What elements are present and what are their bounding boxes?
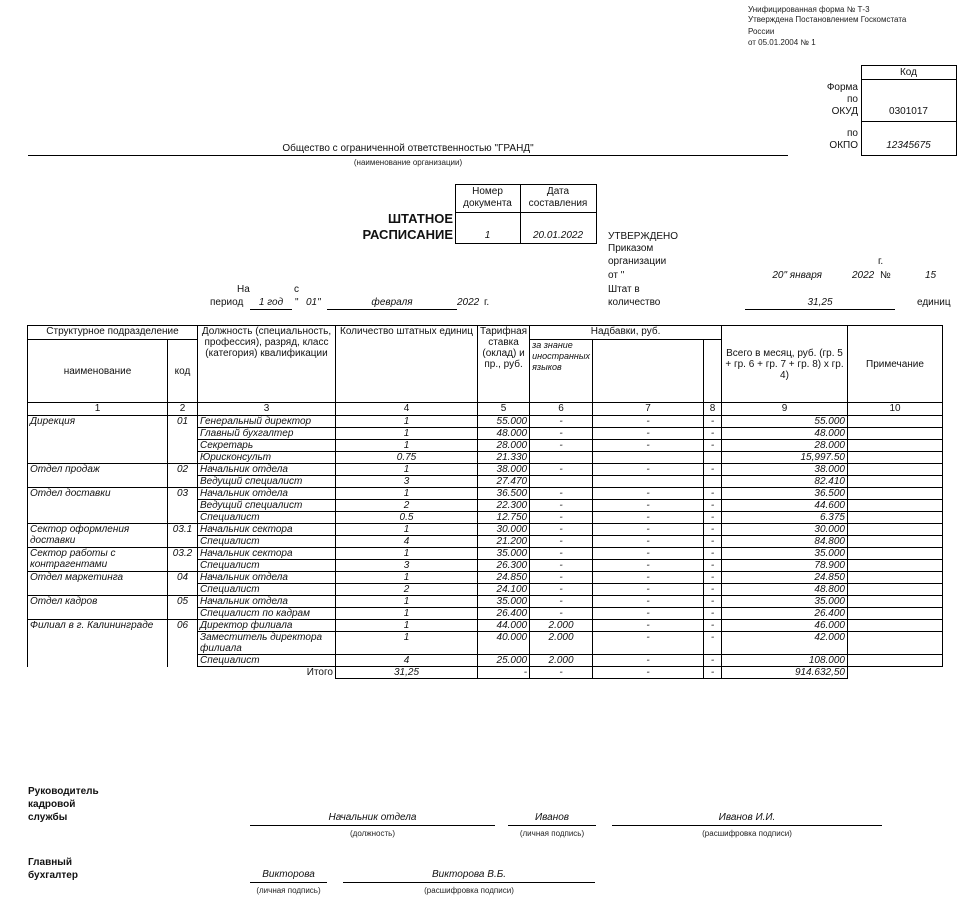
allowance-lang-cell: -	[530, 500, 593, 512]
note-header: Примечание	[848, 326, 943, 403]
allowance-lang-cell: -	[530, 488, 593, 500]
allowance-8-cell: -	[704, 655, 722, 667]
note-cell	[848, 560, 943, 572]
position-cell: Ведущий специалист	[198, 500, 336, 512]
column-number: 7	[593, 403, 704, 416]
total-row	[28, 667, 943, 679]
note-cell	[848, 488, 943, 500]
total-cell: 36.500	[722, 488, 848, 500]
column-number: 3	[198, 403, 336, 416]
allowance-lang-cell: -	[530, 524, 593, 536]
allowance-7-cell: -	[593, 428, 704, 440]
doc-date: 20.01.2022	[532, 230, 584, 241]
allow-8-header	[704, 340, 722, 403]
doc-number: 1	[484, 230, 491, 241]
allowance-7-cell: -	[593, 608, 704, 620]
total-rate: -	[478, 667, 530, 679]
rate-cell: 36.500	[478, 488, 530, 500]
allowance-8-cell: -	[704, 428, 722, 440]
doc-date-header: Дата	[546, 186, 570, 197]
allowance-8-cell: -	[704, 440, 722, 452]
rate-cell: 22.300	[478, 500, 530, 512]
rate-cell: 25.000	[478, 655, 530, 667]
dept-code: 06	[168, 620, 198, 667]
count-cell: 0.5	[336, 512, 478, 524]
hr-name-caption: (расшифровка подписи)	[702, 829, 792, 838]
acc-name-caption: (расшифровка подписи)	[424, 886, 514, 895]
allowance-8-cell: -	[704, 416, 722, 428]
total-label: Итого	[306, 667, 333, 678]
total-cell: 55.000	[722, 416, 848, 428]
form-note-line: России	[748, 27, 775, 36]
period-quote: "	[295, 297, 299, 308]
okud-value: 0301017	[889, 106, 928, 117]
total-cell: 42.000	[722, 632, 848, 655]
total-cell: 26.400	[722, 608, 848, 620]
allowance-8-cell: -	[704, 524, 722, 536]
dept-name: Отдел кадров	[28, 596, 168, 620]
count-cell: 1	[336, 488, 478, 500]
column-number: 1	[28, 403, 168, 416]
total-cell: 84.800	[722, 536, 848, 548]
total-cell: 82.410	[722, 476, 848, 488]
allowance-lang-cell: -	[530, 572, 593, 584]
allowance-lang-cell: -	[530, 536, 593, 548]
allowance-8-cell: -	[704, 464, 722, 476]
staffing-table	[27, 325, 943, 679]
position-cell: Начальник отдела	[198, 488, 336, 500]
note-cell	[848, 596, 943, 608]
note-cell	[848, 452, 943, 464]
count-cell: 1	[336, 596, 478, 608]
approved-g: г.	[878, 256, 884, 267]
doc-title: ШТАТНОЕ	[387, 211, 453, 226]
position-cell: Секретарь	[198, 440, 336, 452]
allowance-7-cell: -	[593, 632, 704, 655]
count-cell: 1	[336, 572, 478, 584]
count-cell: 1	[336, 548, 478, 560]
doc-title: РАСПИСАНИЕ	[362, 227, 453, 242]
allow-7-header	[593, 340, 704, 403]
forma-label: Форма	[826, 82, 858, 93]
allowance-7-cell: -	[593, 655, 704, 667]
period-na: На	[237, 284, 250, 295]
table-row	[28, 416, 943, 428]
hr-name: Иванов И.И.	[718, 812, 776, 823]
allowance-lang-cell: 2.000	[530, 632, 593, 655]
total-cell: 6.375	[722, 512, 848, 524]
period-s: с	[294, 284, 299, 295]
total-cell: 46.000	[722, 620, 848, 632]
struct-header: Структурное подразделение	[28, 326, 198, 340]
rate-cell: 24.100	[478, 584, 530, 596]
accountant-title: бухгалтер	[28, 870, 78, 881]
total-sum: 914.632,50	[722, 667, 848, 679]
count-cell: 4	[336, 655, 478, 667]
allowance-7-cell: -	[593, 560, 704, 572]
total-a7: -	[593, 667, 704, 679]
allowance-7-cell: -	[593, 464, 704, 476]
position-cell: Начальник отдела	[198, 572, 336, 584]
allow-lang-header: за знание иностранных языков	[530, 340, 593, 403]
note-cell	[848, 655, 943, 667]
note-cell	[848, 584, 943, 596]
doc-date-header: составления	[528, 198, 588, 209]
allowance-8-cell	[704, 452, 722, 464]
column-number: 6	[530, 403, 593, 416]
hr-title: кадровой	[28, 799, 76, 810]
dept-code: 03.2	[168, 548, 198, 572]
note-cell	[848, 416, 943, 428]
period-year: 2022	[457, 297, 480, 308]
approved-staff: количество	[608, 297, 661, 308]
column-number: 2	[168, 403, 198, 416]
allowance-8-cell: -	[704, 488, 722, 500]
note-cell	[848, 524, 943, 536]
acc-name: Викторова В.Б.	[431, 869, 507, 880]
rate-cell: 30.000	[478, 524, 530, 536]
count-cell: 1	[336, 428, 478, 440]
allowance-lang-cell: -	[530, 608, 593, 620]
allowance-8-cell: -	[704, 548, 722, 560]
allowance-lang-cell: -	[530, 596, 593, 608]
accountant-title: Главный	[28, 857, 72, 868]
dept-code-header: код	[168, 340, 198, 403]
dept-name: Дирекция	[28, 416, 168, 464]
allowance-7-cell: -	[593, 524, 704, 536]
doc-number-header: Номер	[472, 186, 503, 197]
allowance-7-cell: -	[593, 620, 704, 632]
allowance-lang-cell: -	[530, 428, 593, 440]
position-cell: Специалист	[198, 512, 336, 524]
form-note-line: Унифицированная форма № Т-3	[748, 5, 870, 14]
allowance-lang-cell	[530, 452, 593, 464]
count-cell: 3	[336, 560, 478, 572]
note-cell	[848, 500, 943, 512]
note-cell	[848, 620, 943, 632]
allowance-7-cell	[593, 452, 704, 464]
organization-name: Общество с ограниченной ответственностью "ГРАНД"	[282, 143, 534, 154]
count-cell: 3	[336, 476, 478, 488]
approved-year: 2022	[852, 270, 875, 281]
okud-label: ОКУД	[831, 106, 858, 117]
dept-name: Отдел продаж	[28, 464, 168, 488]
allowance-7-cell: -	[593, 488, 704, 500]
allowance-8-cell: -	[704, 584, 722, 596]
total-note	[848, 667, 943, 679]
position-cell: Заместитель директора филиала	[198, 632, 336, 655]
allowance-lang-cell: -	[530, 548, 593, 560]
allowance-7-cell: -	[593, 572, 704, 584]
allowance-7-cell	[593, 476, 704, 488]
total-cell: 28.000	[722, 440, 848, 452]
hr-sign-caption: (личная подпись)	[519, 829, 585, 838]
position-cell: Начальник сектора	[198, 548, 336, 560]
period-g: г.	[484, 297, 490, 308]
approved-order: организации	[608, 256, 667, 267]
total-header: Всего в месяц, руб. (гр. 5 + гр. 6 + гр. 7 + гр. 8) х гр. 4)	[722, 326, 848, 403]
note-cell	[848, 440, 943, 452]
dept-name: Отдел доставки	[28, 488, 168, 524]
approved-order: от "	[608, 270, 625, 281]
total-a8: -	[704, 667, 722, 679]
allowance-8-cell: -	[704, 536, 722, 548]
rate-cell: 44.000	[478, 620, 530, 632]
count-cell: 1	[336, 464, 478, 476]
approved-label: УТВЕРЖДЕНО	[608, 231, 679, 242]
table-row	[28, 548, 943, 560]
count-cell: 1	[336, 416, 478, 428]
rate-cell: 28.000	[478, 440, 530, 452]
total-cell: 48.800	[722, 584, 848, 596]
period-duration: 1 год	[258, 297, 284, 308]
table-row	[28, 596, 943, 608]
rate-cell: 26.400	[478, 608, 530, 620]
note-cell	[848, 548, 943, 560]
period-label: период	[210, 297, 244, 308]
approved-no-value: 15	[925, 270, 937, 281]
column-number: 9	[722, 403, 848, 416]
count-cell: 1	[336, 524, 478, 536]
po-label: по	[847, 94, 858, 105]
count-header: Количество штатных единиц	[336, 326, 478, 403]
total-count: 31,25	[336, 667, 478, 679]
hr-title: Руководитель	[28, 786, 99, 797]
allowance-lang-cell: 2.000	[530, 620, 593, 632]
acc-sign-caption: (личная подпись)	[256, 886, 321, 895]
dept-code: 05	[168, 596, 198, 620]
total-cell: 24.850	[722, 572, 848, 584]
dept-code: 01	[168, 416, 198, 464]
note-cell	[848, 572, 943, 584]
period-month: февраля	[371, 297, 413, 308]
total-a6: -	[530, 667, 593, 679]
hr-position-caption: (должность)	[350, 829, 395, 838]
allowance-7-cell: -	[593, 536, 704, 548]
allowance-lang-cell	[530, 476, 593, 488]
rate-cell: 27.470	[478, 476, 530, 488]
allowance-8-cell: -	[704, 572, 722, 584]
period-day: 01"	[306, 297, 321, 308]
position-cell: Начальник отдела	[198, 596, 336, 608]
okpo-value: 12345675	[886, 140, 931, 151]
rate-cell: 21.200	[478, 536, 530, 548]
note-cell	[848, 464, 943, 476]
column-number: 5	[478, 403, 530, 416]
allowance-7-cell: -	[593, 548, 704, 560]
rate-cell: 35.000	[478, 596, 530, 608]
count-cell: 2	[336, 500, 478, 512]
total-cell: 35.000	[722, 596, 848, 608]
total-cell: 35.000	[722, 548, 848, 560]
allowance-lang-cell: -	[530, 464, 593, 476]
dept-name: Филиал в г. Калининграде	[28, 620, 168, 667]
position-cell: Генеральный директор	[198, 416, 336, 428]
count-cell: 1	[336, 608, 478, 620]
note-cell	[848, 632, 943, 655]
rate-cell: 35.000	[478, 548, 530, 560]
column-number: 8	[704, 403, 722, 416]
total-cell: 15,997.50	[722, 452, 848, 464]
dept-name-header: наименование	[28, 340, 168, 403]
note-cell	[848, 536, 943, 548]
allowance-lang-cell: -	[530, 440, 593, 452]
rate-cell: 38.000	[478, 464, 530, 476]
approved-no-label: №	[880, 270, 891, 281]
allowance-8-cell: -	[704, 632, 722, 655]
total-cell: 78.900	[722, 560, 848, 572]
po-label-2: по	[847, 128, 858, 139]
allowance-lang-cell: -	[530, 416, 593, 428]
allowance-8-cell: -	[704, 512, 722, 524]
dept-name: Отдел маркетинга	[28, 572, 168, 596]
position-cell: Главный бухгалтер	[198, 428, 336, 440]
column-number: 10	[848, 403, 943, 416]
rate-cell: 21.330	[478, 452, 530, 464]
table-row	[28, 620, 943, 632]
position-cell: Специалист	[198, 584, 336, 596]
dept-code: 03.1	[168, 524, 198, 548]
position-cell: Директор филиала	[198, 620, 336, 632]
rate-cell: 26.300	[478, 560, 530, 572]
allowance-7-cell: -	[593, 512, 704, 524]
okpo-label: ОКПО	[829, 140, 858, 151]
form-note-line: Утверждена Постановлением Госкомстата	[748, 15, 907, 24]
organization-caption: (наименование организации)	[353, 158, 463, 167]
allowance-8-cell: -	[704, 620, 722, 632]
approved-staff-value: 31,25	[807, 297, 833, 308]
dept-name: Сектор работы с контрагентами	[28, 548, 168, 572]
dept-code: 03	[168, 488, 198, 524]
position-cell: Специалист	[198, 536, 336, 548]
position-header: Должность (специальность, профессия), разряд, класс (категория) квалификации	[198, 326, 336, 403]
position-cell: Ведущий специалист	[198, 476, 336, 488]
position-cell: Специалист	[198, 560, 336, 572]
count-cell: 1	[336, 620, 478, 632]
allowance-7-cell: -	[593, 416, 704, 428]
note-cell	[848, 476, 943, 488]
count-cell: 2	[336, 584, 478, 596]
approved-order-day: 20" января	[772, 270, 822, 281]
rate-cell: 48.000	[478, 428, 530, 440]
allowance-7-cell: -	[593, 584, 704, 596]
note-cell	[848, 608, 943, 620]
position-cell: Начальник отдела	[198, 464, 336, 476]
dept-code: 02	[168, 464, 198, 488]
rate-cell: 24.850	[478, 572, 530, 584]
hr-sign: Иванов	[535, 812, 569, 823]
kod-label: Код	[899, 67, 917, 78]
table-row	[28, 464, 943, 476]
allowance-lang-cell: -	[530, 512, 593, 524]
allowance-lang-cell: 2.000	[530, 655, 593, 667]
total-cell: 44.600	[722, 500, 848, 512]
allowance-8-cell: -	[704, 608, 722, 620]
table-row	[28, 524, 943, 536]
table-row	[28, 488, 943, 500]
allowance-7-cell: -	[593, 500, 704, 512]
rate-header: Тарифная ставка (оклад) и пр., руб.	[478, 326, 530, 403]
count-cell: 0.75	[336, 452, 478, 464]
allowance-7-cell: -	[593, 596, 704, 608]
column-number: 4	[336, 403, 478, 416]
hr-title: службы	[28, 812, 68, 823]
allowance-7-cell: -	[593, 440, 704, 452]
total-cell: 108.000	[722, 655, 848, 667]
count-cell: 1	[336, 440, 478, 452]
rate-cell: 40.000	[478, 632, 530, 655]
count-cell: 1	[336, 632, 478, 655]
form-note-line: от 05.01.2004 № 1	[748, 38, 816, 47]
allowance-lang-cell: -	[530, 560, 593, 572]
position-cell: Юрисконсульт	[198, 452, 336, 464]
position-cell: Специалист по кадрам	[198, 608, 336, 620]
allowance-8-cell: -	[704, 560, 722, 572]
total-cell: 48.000	[722, 428, 848, 440]
note-cell	[848, 428, 943, 440]
total-cell: 30.000	[722, 524, 848, 536]
rate-cell: 12.750	[478, 512, 530, 524]
count-cell: 4	[336, 536, 478, 548]
position-cell: Начальник сектора	[198, 524, 336, 536]
doc-number-header: документа	[463, 198, 512, 209]
rate-cell: 55.000	[478, 416, 530, 428]
table-row	[28, 572, 943, 584]
allowances-header: Надбавки, руб.	[530, 326, 722, 340]
approved-order: Приказом	[608, 243, 654, 254]
approved-units: единиц	[917, 297, 951, 308]
note-cell	[848, 512, 943, 524]
hr-position: Начальник отдела	[328, 812, 417, 823]
dept-name: Сектор оформления доставки	[28, 524, 168, 548]
acc-sign: Викторова	[262, 869, 315, 880]
allowance-8-cell: -	[704, 596, 722, 608]
allowance-lang-cell: -	[530, 584, 593, 596]
dept-code: 04	[168, 572, 198, 596]
approved-staff: Штат в	[608, 284, 640, 295]
allowance-8-cell: -	[704, 500, 722, 512]
total-cell: 38.000	[722, 464, 848, 476]
allowance-8-cell	[704, 476, 722, 488]
position-cell: Специалист	[198, 655, 336, 667]
